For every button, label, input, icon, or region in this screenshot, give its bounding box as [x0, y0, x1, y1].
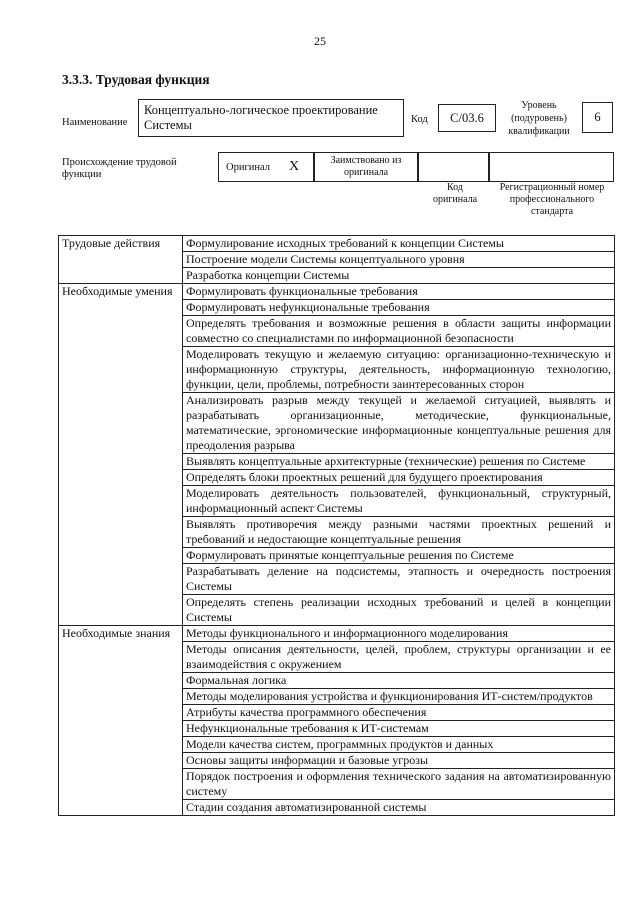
required-knowledge-item: Стадии создания автоматизированной системы [183, 800, 615, 816]
required-skills-item: Определять требования и возможные решения в области защиты информации совместно со специалистами по информационной безопасности [183, 316, 615, 347]
required-skills-item: Формулировать нефункциональные требования [183, 300, 615, 316]
function-content-table [58, 235, 615, 816]
name-label: Наименование [62, 117, 128, 128]
required-knowledge-item: Основы защиты информации и базовые угрозы [183, 753, 615, 769]
required-knowledge-label: Необходимые знания [59, 626, 183, 816]
origin-label: Происхождение трудовой функции [62, 157, 177, 180]
section-title: 3.3.3. Трудовая функция [62, 72, 210, 87]
original-label: Оригинал [226, 162, 270, 173]
page-number: 25 [314, 34, 326, 48]
original-cell [218, 152, 314, 182]
qualification-level: 6 [594, 110, 601, 124]
labor-actions-item: Разработка концепции Системы [183, 268, 615, 284]
required-skills-item: Выявлять противоречия между разными частями проектных решений и требований и недостающие концептуальные решения [183, 517, 615, 548]
required-skills-item: Определять степень реализации исходных требований и целей в концепции Системы [183, 595, 615, 626]
original-mark: X [289, 159, 300, 174]
registration-number-cell [489, 152, 614, 182]
labor-actions-item: Формулирование исходных требований к концепции Системы [183, 236, 615, 252]
required-knowledge-item: Модели качества систем, программных продуктов и данных [183, 737, 615, 753]
original-code-caption: Код оригинала [432, 182, 478, 205]
required-knowledge-item: Формальная логика [183, 673, 615, 689]
required-skills-item: Определять блоки проектных решений для будущего проектирования [183, 470, 615, 486]
code-label: Код [411, 114, 428, 125]
function-name: Концептуально-логическое проектирование Системы [144, 103, 378, 132]
required-knowledge-item: Нефункциональные требования к ИТ-системам [183, 721, 615, 737]
required-skills-item: Выявлять концептуальные архитектурные (технические) решения по Системе [183, 454, 615, 470]
required-skills-item: Формулировать принятые концептуальные решения по Системе [183, 548, 615, 564]
original-code-cell [418, 152, 489, 182]
function-code-box [438, 104, 496, 132]
required-knowledge-item: Атрибуты качества программного обеспечения [183, 705, 615, 721]
table-row [59, 626, 615, 642]
function-name-box [138, 99, 404, 137]
function-code: C/03.6 [450, 110, 484, 125]
function-content-body [59, 236, 615, 816]
table-row [59, 284, 615, 300]
required-skills-item: Разрабатывать деление на подсистемы, этапность и очередность построения Системы [183, 564, 615, 595]
registration-caption: Регистрационный номер профессионального стандарта [499, 182, 605, 217]
labor-actions-item: Построение модели Системы концептуального уровня [183, 252, 615, 268]
required-skills-item: Анализировать разрыв между текущей и желаемой ситуацией, выявлять и разрабатывать организационные, методические, функциональные, математические, эргономические информационные концептуальные решения для преодоления разрыва [183, 393, 615, 454]
table-row [59, 236, 615, 252]
qualification-level-box [582, 102, 613, 133]
required-skills-item: Моделировать текущую и желаемую ситуацию: организационно-техническую и информационную структуры, деятельность, информационную технологию, функции, цели, проблемы, потребности заинтересованных сторон [183, 347, 615, 393]
borrowed-label: Заимствовано из оригинала [330, 155, 402, 178]
required-skills-label: Необходимые умения [59, 284, 183, 626]
required-skills-item: Формулировать функциональные требования [183, 284, 615, 300]
required-knowledge-item: Методы моделирования устройства и функционирования ИТ-систем/продуктов [183, 689, 615, 705]
borrowed-cell [314, 152, 418, 182]
required-knowledge-item: Методы функционального и информационного моделирования [183, 626, 615, 642]
labor-actions-label: Трудовые действия [59, 236, 183, 284]
required-skills-item: Моделировать деятельность пользователей, функциональный, структурный, информационный аспект Системы [183, 486, 615, 517]
required-knowledge-item: Методы описания деятельности, целей, проблем, структуры организации и ее взаимодействия с окружением [183, 642, 615, 673]
level-label: Уровень (подуровень) квалификации [508, 99, 570, 137]
required-knowledge-item: Порядок построения и оформления технического задания на автоматизированную систему [183, 769, 615, 800]
